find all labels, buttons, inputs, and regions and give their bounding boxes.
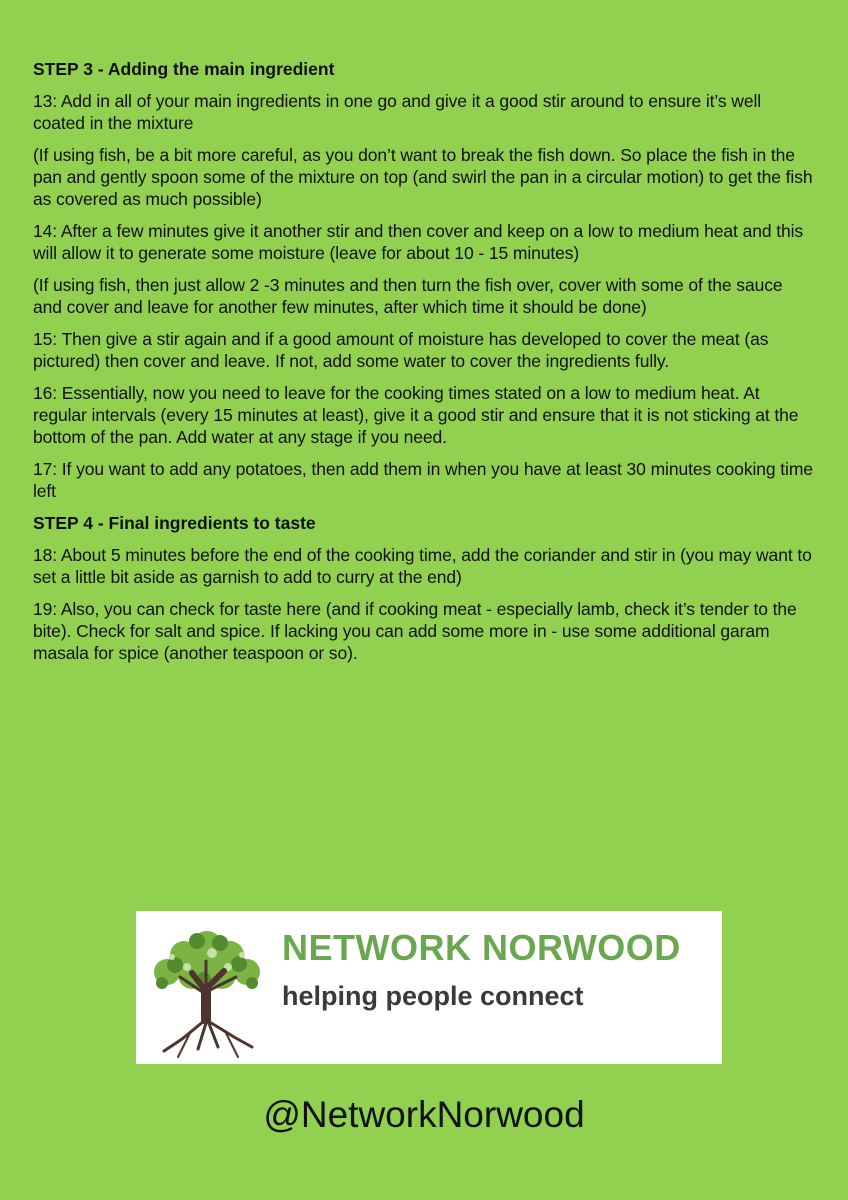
step3-paragraph: (If using fish, be a bit more careful, as you don’t want to break the fish down. So place the fish in the pan and gently spoon some of the mixture on top (and swirl the pan in a circular motion) to get the fish as covered as much possible) — [33, 145, 813, 209]
social-handle: @NetworkNorwood — [263, 1094, 585, 1135]
step3-paragraph: 16: Essentially, now you need to leave for the cooking times stated on a low to medium heat. At regular intervals (every 15 minutes at least), give it a good stir and ensure that it is not sticking at the bottom of the pan. Add water at any stage if you need. — [33, 383, 799, 447]
step4-paragraph: 18: About 5 minutes before the end of the cooking time, add the coriander and stir in (you may want to set a little bit aside as garnish to add to curry at the end) — [33, 545, 812, 587]
step4-heading: STEP 4 - Final ingredients to taste — [33, 513, 316, 533]
step3-paragraph: 17: If you want to add any potatoes, then add them in when you have at least 30 minutes cooking time left — [33, 459, 813, 501]
tree-icon — [142, 917, 272, 1060]
step3-paragraph: 13: Add in all of your main ingredients in one go and give it a good stir around to ensure it’s well coated in the mixture — [33, 91, 762, 133]
step3-paragraph: (If using fish, then just allow 2 -3 minutes and then turn the fish over, cover with some of the sauce and cover and leave for another few minutes, after which time it should be done) — [33, 275, 783, 317]
brand-name: NETWORK NORWOOD — [282, 927, 681, 968]
step4-paragraph: 19: Also, you can check for taste here (and if cooking meat - especially lamb, check it’s tender to the bite). Check for salt and spice. If lacking you can add some more in - use some additional garam masala for spice (another teaspoon or so). — [33, 599, 797, 663]
recipe-content — [33, 58, 813, 674]
step3-heading: STEP 3 - Adding the main ingredient — [33, 59, 335, 79]
network-norwood-logo — [136, 911, 722, 1064]
brand-tagline: helping people connect — [282, 981, 584, 1011]
step3-paragraph: 15: Then give a stir again and if a good amount of moisture has developed to cover the meat (as pictured) then cover and leave. If not, add some water to cover the ingredients fully. — [33, 329, 769, 371]
step3-paragraph: 14: After a few minutes give it another stir and then cover and keep on a low to medium heat and this will allow it to generate some moisture (leave for about 10 - 15 minutes) — [33, 221, 804, 263]
